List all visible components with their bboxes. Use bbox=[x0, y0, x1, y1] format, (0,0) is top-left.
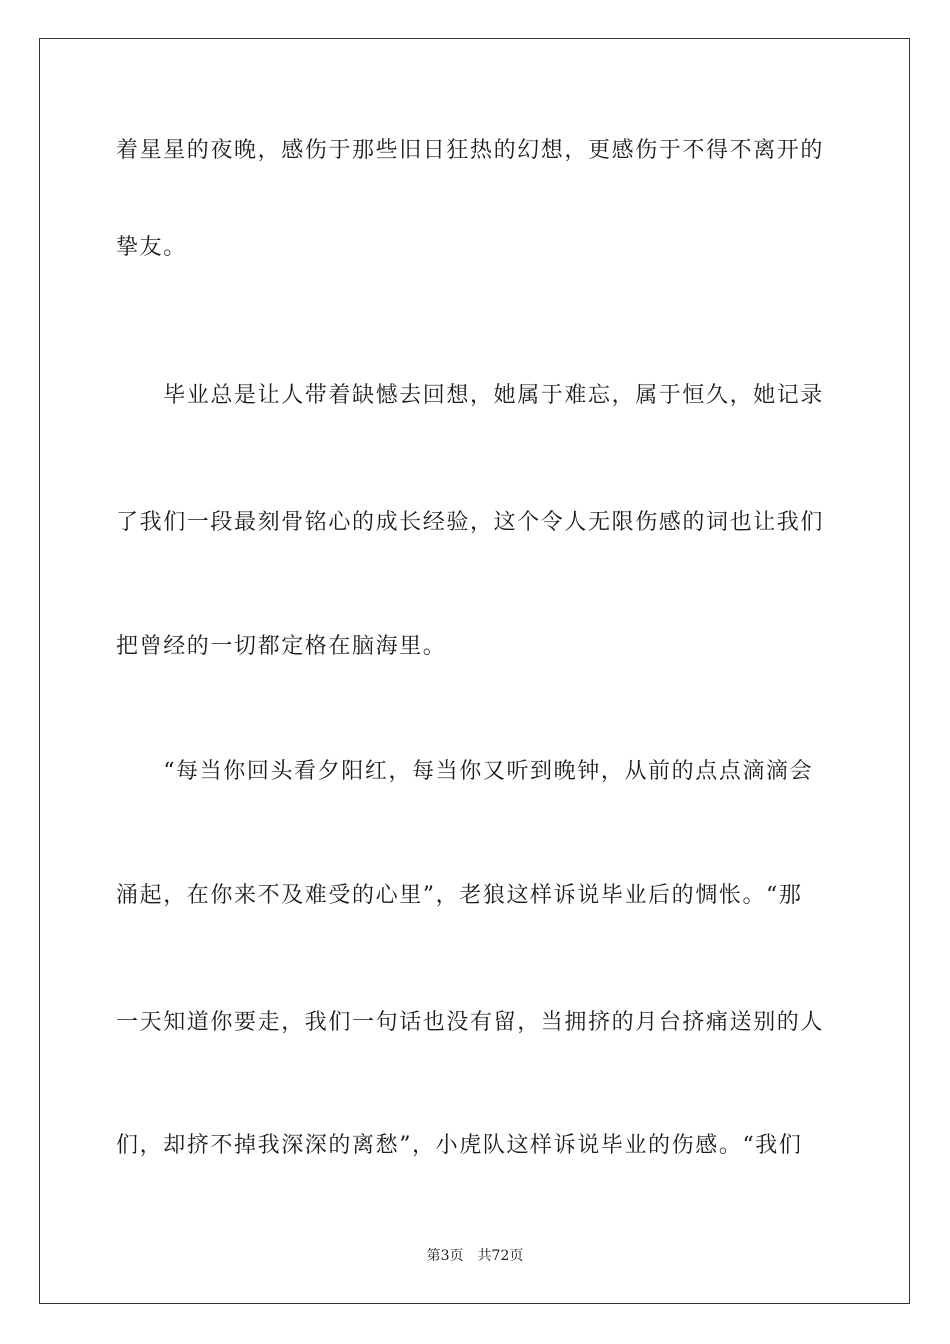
text-line: 涌起，在你来不及难受的心里”，老狼这样诉说毕业后的惆怅。“那 bbox=[116, 883, 803, 908]
text-line: “每当你回头看夕阳红，每当你又听到晚钟，从前的点点滴滴会 bbox=[116, 759, 814, 784]
text-line: 一天知道你要走，我们一句话也没有留，当拥挤的月台挤痛送别的人 bbox=[116, 1010, 825, 1035]
text-line: 毕业总是让人带着缺憾去回想，她属于难忘，属于恒久，她记录 bbox=[116, 383, 825, 408]
text-line: 把曾经的一切都定格在脑海里。 bbox=[116, 634, 447, 659]
text-line: 们，却挤不掉我深深的离愁”，小虎队这样诉说毕业的伤感。“我们 bbox=[116, 1133, 803, 1158]
page-border bbox=[39, 38, 910, 1304]
text-line: 挚友。 bbox=[116, 235, 187, 260]
page-footer bbox=[0, 1247, 950, 1265]
text-line: 了我们一段最刻骨铭心的成长经验，这个令人无限伤感的词也让我们 bbox=[116, 510, 825, 535]
page-number: 第3页 bbox=[426, 1248, 464, 1264]
total-pages: 共72页 bbox=[477, 1248, 524, 1264]
text-line: 着星星的夜晚，感伤于那些旧日狂热的幻想，更感伤于不得不离开的 bbox=[116, 138, 825, 163]
